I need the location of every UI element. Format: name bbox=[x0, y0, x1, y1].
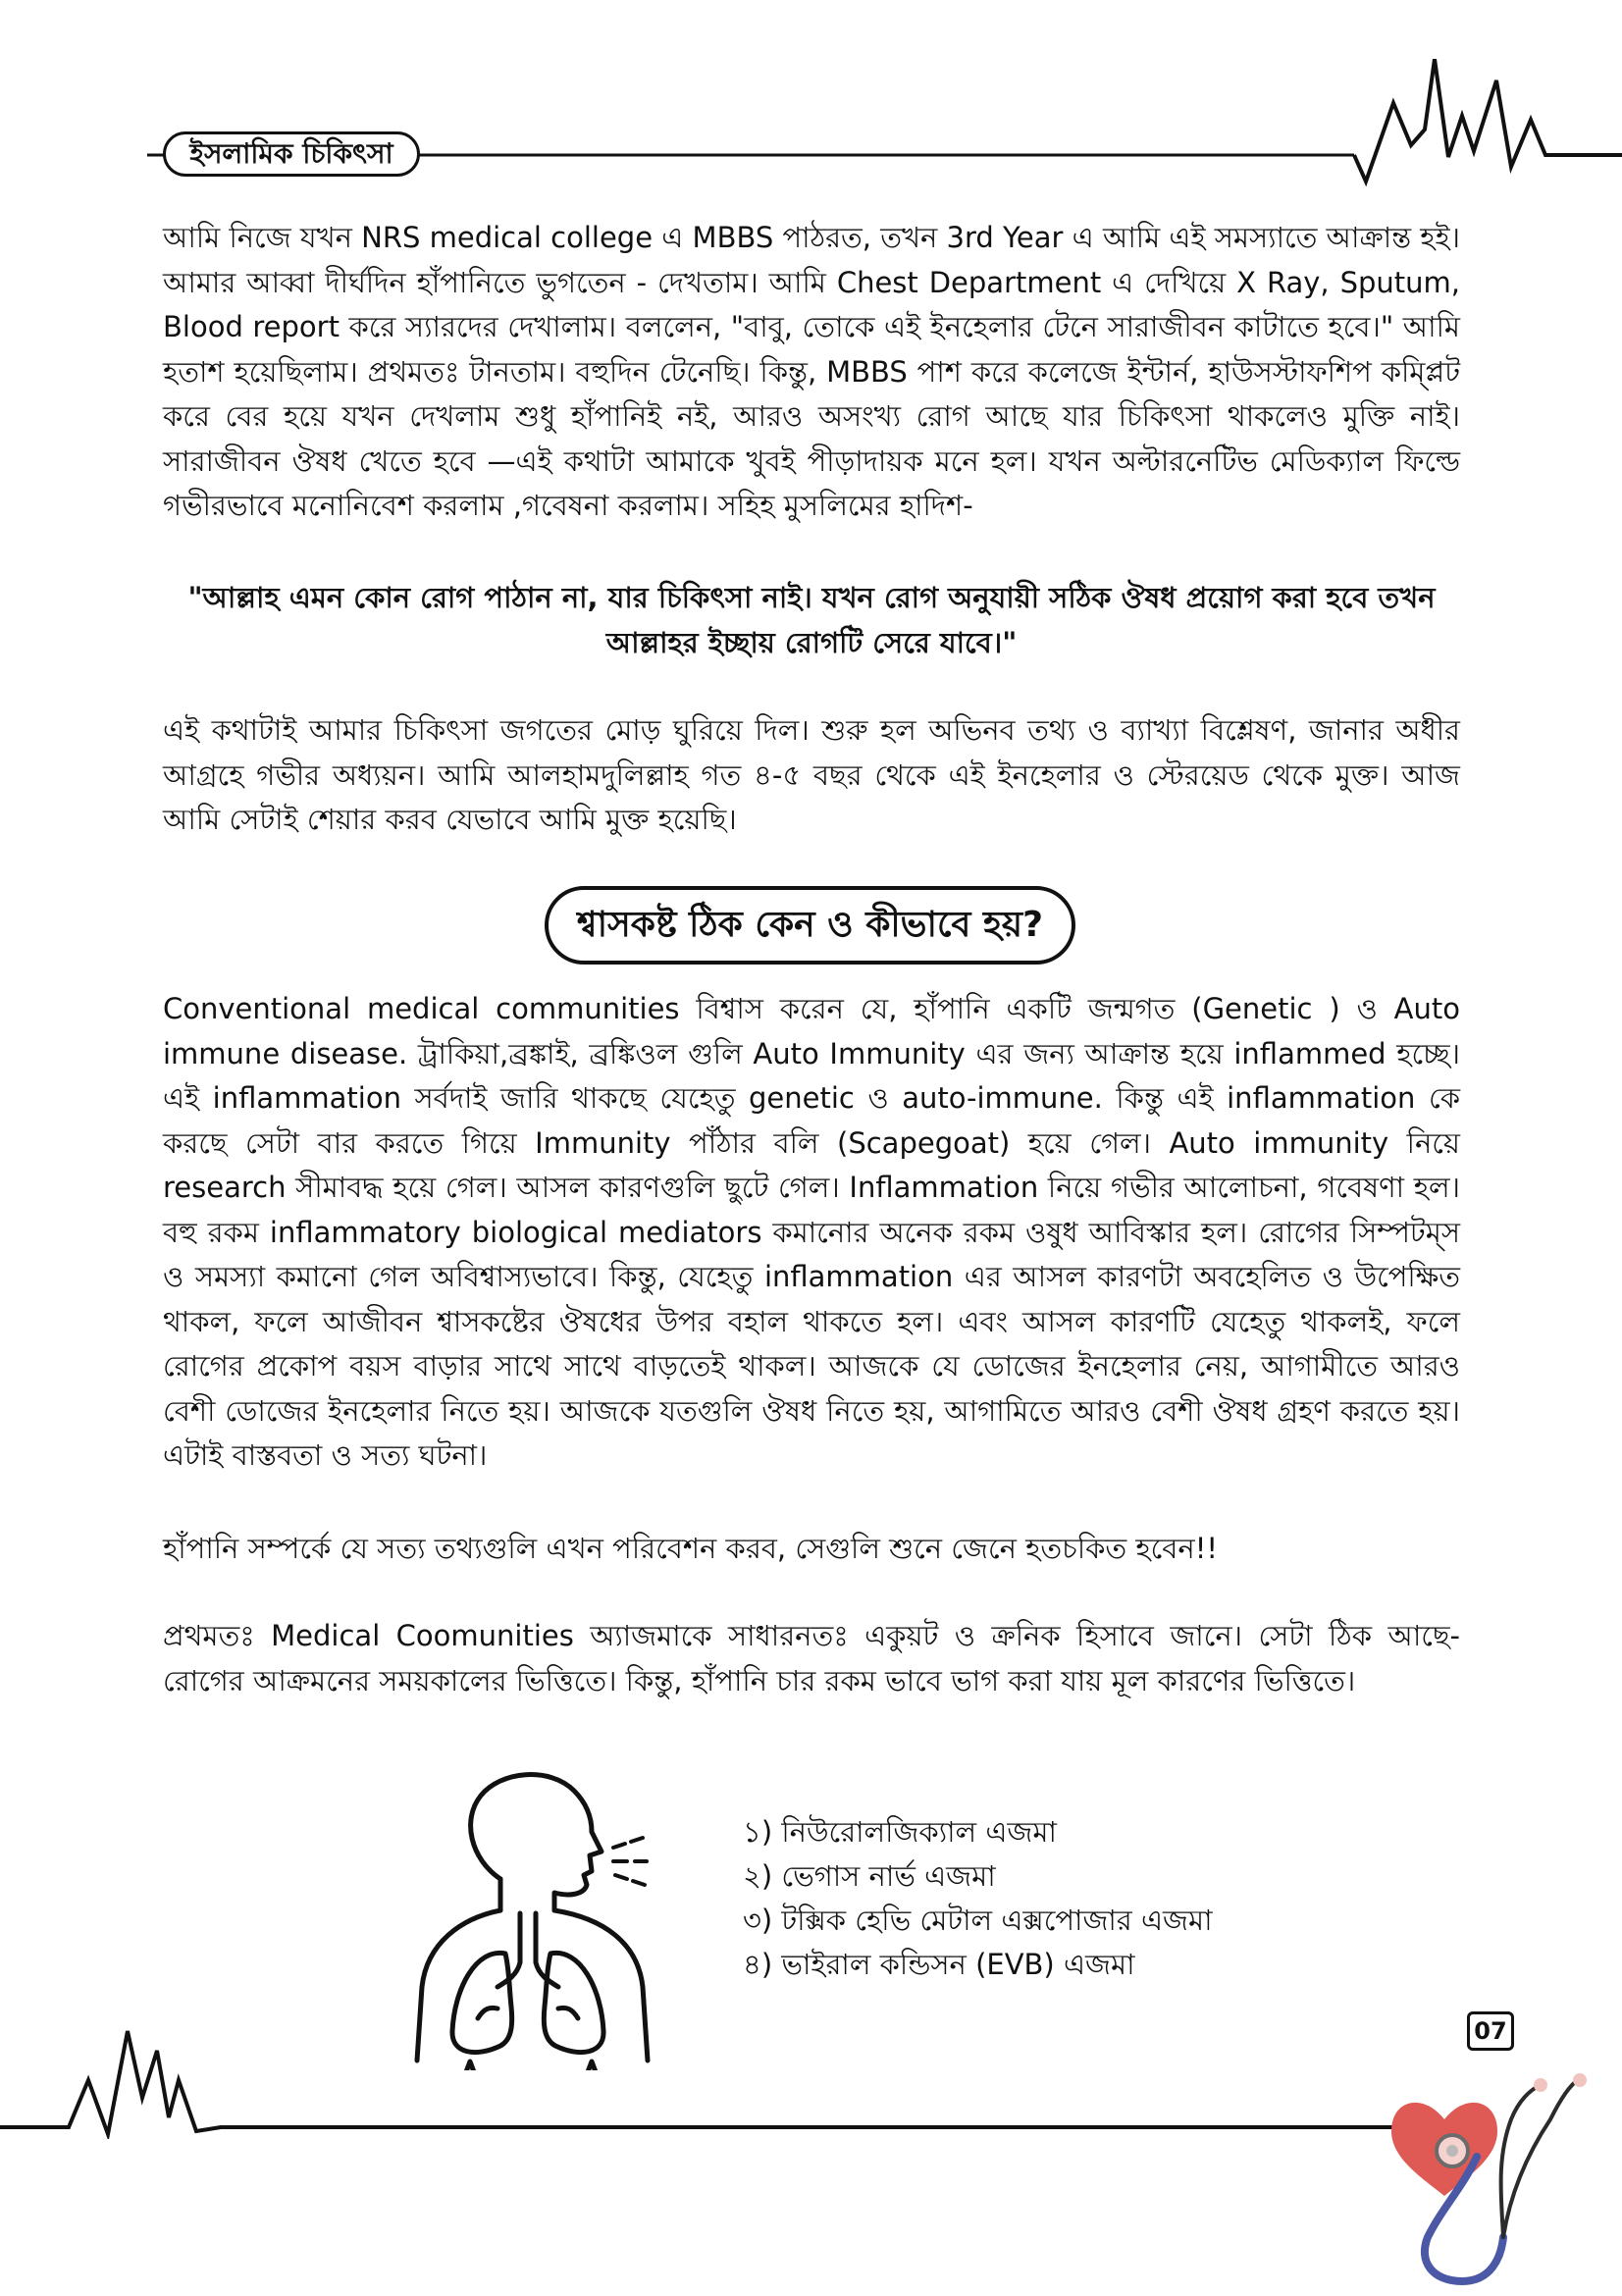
after-quote-paragraph: এই কথাটাই আমার চিকিৎসা জগতের মোড় ঘুরিয়ে দিল। শুরু হল অভিনব তথ্য ও ব্যাখ্যা বিশ্লেষণ, জানার অধীর আগ্রহে গভীর অধ্যয়ন। আমি আলহামদুলিল্লাহ গত ৪-৫ বছর থেকে এই ইনহেলার ও স্টেরয়েড থেকে মুক্ত। আজ আমি সেটাই শেয়ার করব যেভাবে আমি মুক্ত হয়েছি। bbox=[163, 713, 1460, 836]
truth-paragraph: হাঁপানি সম্পর্কে যে সত্য তথ্যগুলি এখন পরিবেশন করব, সেগুলি শুনে জেনে হতচকিত হবেন!! bbox=[163, 1532, 1218, 1565]
asthma-types-list bbox=[743, 1810, 1213, 1987]
list-item: ১) নিউরোলজিক্যাল এজমা bbox=[743, 1815, 1057, 1849]
page-number: 07 bbox=[1467, 2011, 1514, 2051]
bottom-ecg-line bbox=[0, 2021, 1433, 2139]
list-item: ৩) টক্সিক হেভি মেটাল এক্সপোজার এজমা bbox=[743, 1904, 1213, 1937]
conventional-paragraph: Conventional medical communities বিশ্বাস করেন যে, হাঁপানি একটি জন্মগত (Genetic ) ও Auto immune disease. ট্রাকিয়া,ব্রঙ্কাই, ব্রঙ্কিওল গুলি Auto Immunity এর জন্য আক্রান্ত হয়ে inflammed হচ্ছে। এই inflammation সর্বদাই জারি থাকছে যেহেতু genetic ও auto-immune. কিন্তু এই inflammation কে করছে সেটা বার করতে গিয়ে Immunity পাঁঠার বলি (Scapegoat) হয়ে গেল। Auto immunity নিয়ে research সীমাবদ্ধ হয়ে গেল। আসল কারণগুলি ছুটে গেল। Inflammation নিয়ে গভীর আলোচনা, গবেষণা হল। বহু রকম inflammatory biological mediators কমানোর অনেক রকম ওষুধ আবিস্কার হল। রোগের সিম্পটম্স ও সমস্যা কমানো গেল অবিশ্বাস্যভাবে। কিন্তু, যেহেতু inflammation এর আসল কারণটা অবহেলিত ও উপেক্ষিত থাকল, ফলে আজীবন শ্বাসকষ্টের ঔষধের উপর বহাল থাকতে হল। এবং আসল কারণটি যেহেতু থাকলই, ফলে রোগের প্রকোপ বয়স বাড়ার সাথে সাথে বাড়তেই থাকল। আজকে যে ডোজের ইনহেলার নেয়, আগামীতে আরও বেশী ডোজের ইনহেলার নিতে হয়। আজকে যতগুলি ঔষধ নিতে হয়, আগামিতে আরও বেশী ঔষধ গ্রহণ করতে হয়। এটাই বাস্তবতা ও সত্য ঘটনা। bbox=[163, 992, 1460, 1472]
heart-stethoscope-icon bbox=[1384, 2041, 1622, 2296]
section-title: শ্বাসকষ্ট ঠিক কেন ও কীভাবে হয়? bbox=[545, 886, 1075, 965]
intro-paragraph: আমি নিজে যখন NRS medical college এ MBBS পাঠরত, তখন 3rd Year এ আমি এই সমস্যাতে আক্রান্ত হই। আমার আব্বা দীর্ঘদিন হাঁপানিতে ভুগতেন - দেখতাম। আমি Chest Department এ দেখিয়ে X Ray, Sputum, Blood report করে স্যারদের দেখালাম। বললেন, "বাবু, তোকে এই ইনহেলার টেনে সারাজীবন কাটাতে হবে।" আমি হতাশ হয়েছিলাম। প্রথমতঃ টানতাম। বহুদিন টেনেছি। কিন্তু, MBBS পাশ করে কলেজে ইন্টার্ন, হাউসস্টাফশিপ কম্প্লিট করে বের হয়ে যখন দেখলাম শুধু হাঁপানিই নই, আরও অসংখ্য রোগ আছে যার চিকিৎসা থাকলেও মুক্তি নাই। সারাজীবন ঔষধ খেতে হবে —এই কথাটা আমাকে খুবই পীড়াদায়ক মনে হল। যখন অল্টারনেটিভ মেডিক্যাল ফিল্ডে গভীরভাবে মনোনিবেশ করলাম ,গবেষনা করলাম। সহিহ মুসলিমের হাদিশ- bbox=[163, 221, 1460, 522]
header-title: ইসলামিক চিকিৎসা bbox=[163, 131, 420, 177]
types-intro-paragraph: প্রথমতঃ Medical Coomunities অ্যাজমাকে সাধারনতঃ একুয়ট ও ক্রনিক হিসাবে জানে। সেটা ঠিক আছে- রোগের আক্রমনের সময়কালের ভিত্তিতে। কিন্তু, হাঁপানি চার রকম ভাবে ভাগ করা যায় মূল কারণের ভিত্তিতে। bbox=[163, 1619, 1460, 1697]
hadith-quote: "আল্লাহ এমন কোন রোগ পাঠান না, যার চিকিৎসা নাই। যখন রোগ অনুযায়ী সঠিক ঔষধ প্রয়োগ করা হবে তখন আল্লাহর ইচ্ছায় রোগটি সেরে যাবে।" bbox=[187, 581, 1436, 659]
list-item: ২) ভেগাস নার্ভ এজমা bbox=[743, 1859, 996, 1893]
list-item: ৪) ভাইরাল কন্ডিসন (EVB) এজমা bbox=[743, 1948, 1135, 1981]
